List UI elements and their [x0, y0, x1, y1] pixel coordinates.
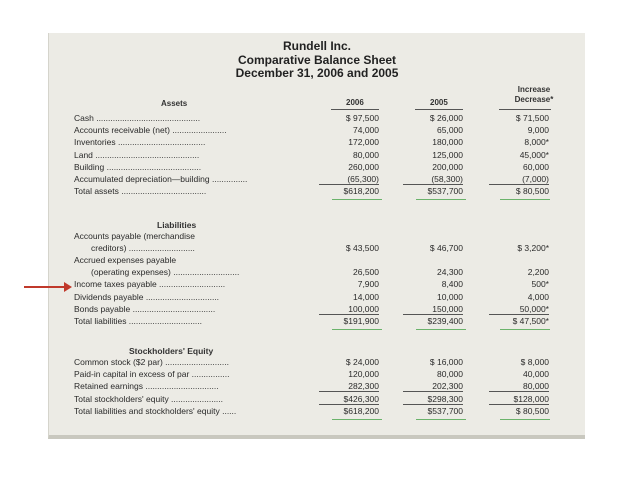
- asset-row-total-highlight: [500, 199, 550, 200]
- equity-title: Stockholders' Equity: [129, 346, 214, 356]
- asset-row-change: $ 71,500: [515, 113, 549, 123]
- equity-row-total-highlight: [500, 419, 550, 420]
- equity-row-change: $128,000: [489, 394, 549, 405]
- asset-row-label: Building ........................................: [74, 161, 202, 172]
- equity-row-total-highlight: [332, 419, 382, 420]
- asset-row-2005: 200,000: [432, 161, 463, 172]
- asset-row-change: 45,000*: [519, 149, 549, 160]
- asset-row-2005: $ 26,000: [429, 113, 463, 123]
- asset-row-change: 9,000: [527, 125, 549, 136]
- equity-row-2005: $ 16,000: [429, 357, 463, 367]
- liability-row-2006: 26,500: [353, 267, 379, 278]
- equity-row-total-highlight: [416, 419, 466, 420]
- equity-row-2005: $537,700: [427, 405, 463, 416]
- equity-row-2005: 80,000: [437, 369, 463, 380]
- equity-row-2006: 282,300: [319, 381, 379, 392]
- liability-row-change: 4,000: [527, 291, 549, 302]
- asset-row-2006: 74,000: [353, 125, 379, 136]
- company-name: Rundell Inc.: [282, 39, 351, 53]
- equity-row-label: Retained earnings ...............................: [74, 381, 219, 392]
- equity-row-2006: 120,000: [348, 369, 379, 380]
- asset-row-label: Cash ............................................: [74, 113, 201, 123]
- header-rule-change: [499, 109, 551, 110]
- liability-row-change: $ 47,500*: [512, 316, 549, 326]
- liability-row-total-highlight: [332, 329, 382, 330]
- liability-row-change: 50,000*: [489, 304, 549, 315]
- equity-row-change: $ 80,500: [515, 405, 549, 416]
- liability-row-label: Income taxes payable ............................: [74, 279, 226, 290]
- col-change-header-1: Increase: [517, 85, 551, 94]
- red-arrow-head-icon: [64, 282, 72, 292]
- asset-row-2006: (65,300): [319, 174, 379, 185]
- asset-row-total-highlight: [332, 199, 382, 200]
- asset-row-total-highlight: [416, 199, 466, 200]
- asset-row-2006: 80,000: [353, 149, 379, 160]
- liability-row-2006: $ 43,500: [345, 243, 379, 253]
- equity-row-2006: $426,300: [319, 394, 379, 405]
- asset-row-change: 8,000*: [524, 137, 549, 148]
- equity-row-2005: $298,300: [403, 394, 463, 405]
- red-arrow-line: [24, 286, 68, 288]
- equity-row-label: Common stock ($2 par) ...........................: [74, 357, 229, 367]
- asset-row-2005: $537,700: [427, 186, 463, 197]
- statement-date: December 31, 2006 and 2005: [235, 66, 399, 80]
- liability-row-label: Accounts payable (merchandise: [74, 231, 195, 241]
- liability-row-2005: $239,400: [427, 316, 463, 326]
- assets-header: Assets: [161, 99, 188, 108]
- liability-row-2005: 8,400: [441, 279, 463, 290]
- liability-row-2006: 100,000: [319, 304, 379, 315]
- liability-row-change: 500*: [531, 279, 549, 290]
- liability-row-2005: 10,000: [437, 291, 463, 302]
- liability-row-2006: $191,900: [343, 316, 379, 326]
- col-2006-header: 2006: [346, 98, 364, 107]
- liability-row-label: Total liabilities ...............................: [74, 316, 203, 326]
- asset-row-change: (7,000): [489, 174, 549, 185]
- asset-row-label: Total assets ....................................: [74, 186, 207, 197]
- asset-row-2006: $ 97,500: [345, 113, 379, 123]
- col-2005-header: 2005: [430, 98, 448, 107]
- asset-row-2006: 172,000: [348, 137, 379, 148]
- liability-row-label-cont: creditors) ............................: [91, 243, 195, 253]
- liability-row-2005: 150,000: [403, 304, 463, 315]
- asset-row-2005: (58,300): [403, 174, 463, 185]
- col-change-header-2: Decrease*: [514, 95, 554, 104]
- liability-row-2005: 24,300: [437, 267, 463, 278]
- liability-row-label-cont: (operating expenses) ............................: [91, 267, 240, 278]
- liabilities-title: Liabilities: [157, 220, 197, 230]
- equity-row-2006: $ 24,000: [345, 357, 379, 367]
- liability-row-2006: 7,900: [357, 279, 379, 290]
- liability-row-label: Accrued expenses payable: [74, 255, 177, 266]
- asset-row-label: Land ............................................: [74, 149, 200, 160]
- asset-row-2005: 125,000: [432, 149, 463, 160]
- liability-row-label: Bonds payable ...................................: [74, 303, 216, 314]
- statement-title: Comparative Balance Sheet: [237, 53, 397, 67]
- equity-row-label: Total stockholders' equity ......................: [74, 393, 224, 404]
- asset-row-2006: 260,000: [348, 161, 379, 172]
- asset-row-2005: 180,000: [432, 137, 463, 148]
- asset-row-change: $ 80,500: [515, 186, 549, 197]
- equity-row-change: $ 8,000: [520, 357, 549, 367]
- liability-row-2006: 14,000: [353, 291, 379, 302]
- asset-row-2005: 65,000: [437, 125, 463, 136]
- asset-row-2006: $618,200: [343, 186, 379, 197]
- liability-row-total-highlight: [416, 329, 466, 330]
- asset-row-label: Inventories .....................................: [74, 137, 206, 148]
- asset-row-change: 60,000: [523, 161, 549, 172]
- liability-row-change: 2,200: [527, 267, 549, 278]
- liability-row-label: Dividends payable ...............................: [74, 291, 220, 302]
- liability-row-2005: $ 46,700: [429, 243, 463, 253]
- header-rule-2005: [415, 109, 463, 110]
- header-rule-2006: [331, 109, 379, 110]
- equity-row-2006: $618,200: [343, 405, 379, 416]
- equity-row-change: 80,000: [489, 381, 549, 392]
- equity-row-2005: 202,300: [403, 381, 463, 392]
- asset-row-label: Accounts receivable (net) .......................: [74, 125, 227, 136]
- balance-sheet-photo: [48, 33, 585, 439]
- equity-row-change: 40,000: [523, 369, 549, 380]
- equity-row-label: Paid-in capital in excess of par ................: [74, 369, 230, 380]
- liability-row-total-highlight: [500, 329, 550, 330]
- asset-row-label: Accumulated depreciation—building ...............: [74, 174, 248, 184]
- liability-row-change: $ 3,200*: [517, 243, 549, 253]
- equity-row-label: Total liabilities and stockholders' equity ......: [74, 405, 237, 416]
